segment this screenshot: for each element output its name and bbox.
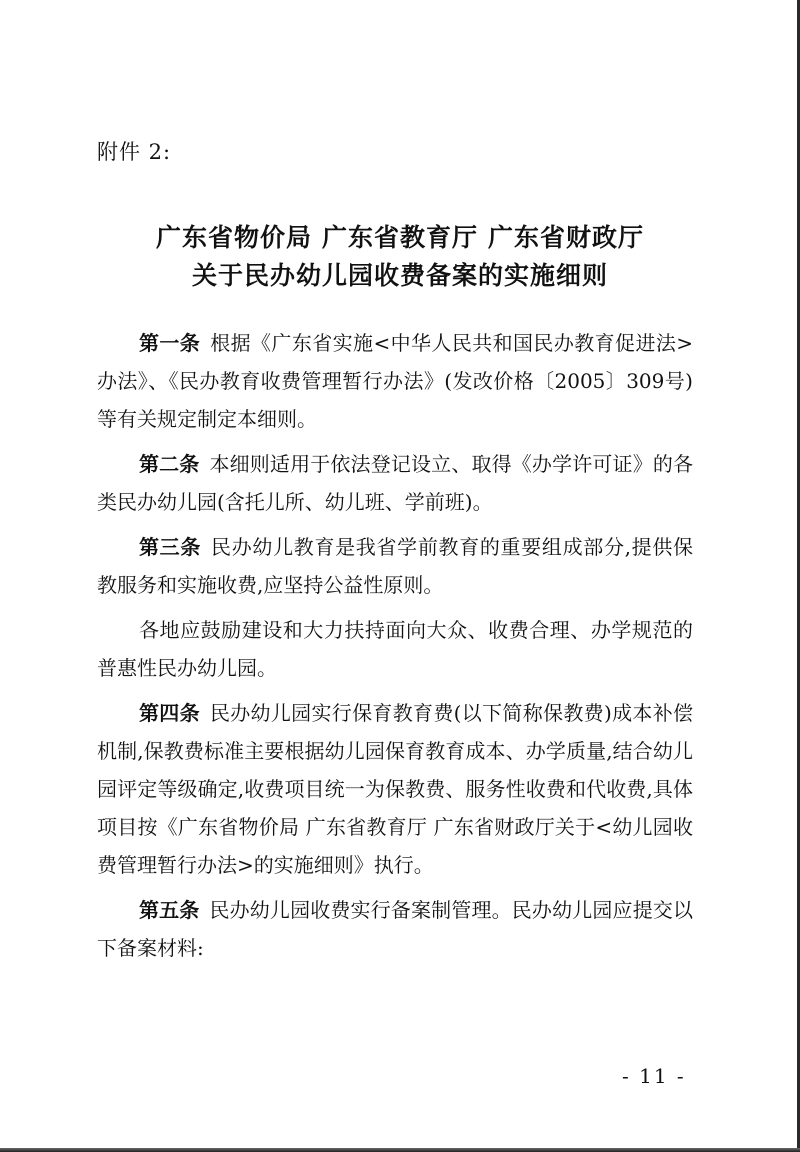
document-body xyxy=(97,324,693,974)
article-3 xyxy=(97,528,693,604)
article-1 xyxy=(97,324,693,438)
document-title-line-1 xyxy=(0,218,800,254)
page-number: - 11 - xyxy=(622,1064,686,1088)
attachment-label: 附件 2: xyxy=(97,140,172,164)
title-issuer-3: 广东省财政厅 xyxy=(488,223,645,252)
article-3-paragraph-2 xyxy=(97,611,693,687)
article-text: 本细则适用于依法登记设立、取得《办学许可证》的各类民办幼儿园(含托儿所、幼儿班、学前班)。 xyxy=(97,452,694,514)
article-4 xyxy=(97,694,693,884)
article-label: 第三条 xyxy=(139,535,202,559)
article-text: 民办幼儿园收费实行备案制管理。民办幼儿园应提交以下备案材料: xyxy=(97,898,694,960)
article-text: 民办幼儿园实行保育教育费(以下简称保教费)成本补偿机制,保教费标准主要根据幼儿园保育教育成本、办学质量,结合幼儿园评定等级确定,收费项目统一为保教费、服务性收费和代收费,具体项目按《广东省物价局 广东省教育厅 广东省财政厅关于<幼儿园收费管理暂行办法>的实施细则》执行。 xyxy=(97,701,694,877)
document-title-line-2: 关于民办幼儿园收费备案的实施细则 xyxy=(191,261,608,290)
article-text: 各地应鼓励建设和大力扶持面向大众、收费合理、办学规范的普惠性民办幼儿园。 xyxy=(97,618,693,680)
title-issuer-2: 广东省教育厅 xyxy=(321,223,478,252)
article-label: 第二条 xyxy=(139,452,200,476)
article-text: 民办幼儿教育是我省学前教育的重要组成部分,提供保教服务和实施收费,应坚持公益性原则。 xyxy=(97,535,694,597)
article-2 xyxy=(97,445,693,521)
article-label: 第一条 xyxy=(139,331,201,355)
scan-edge-bottom xyxy=(0,1148,800,1152)
article-5 xyxy=(97,891,693,967)
title-issuer-1: 广东省物价局 xyxy=(155,223,312,252)
article-label: 第五条 xyxy=(139,898,200,922)
article-text: 根据《广东省实施<中华人民共和国民办教育促进法>办法》、《民办教育收费管理暂行办法》(发改价格〔2005〕309号)等有关规定制定本细则。 xyxy=(97,331,694,431)
article-label: 第四条 xyxy=(139,701,200,725)
